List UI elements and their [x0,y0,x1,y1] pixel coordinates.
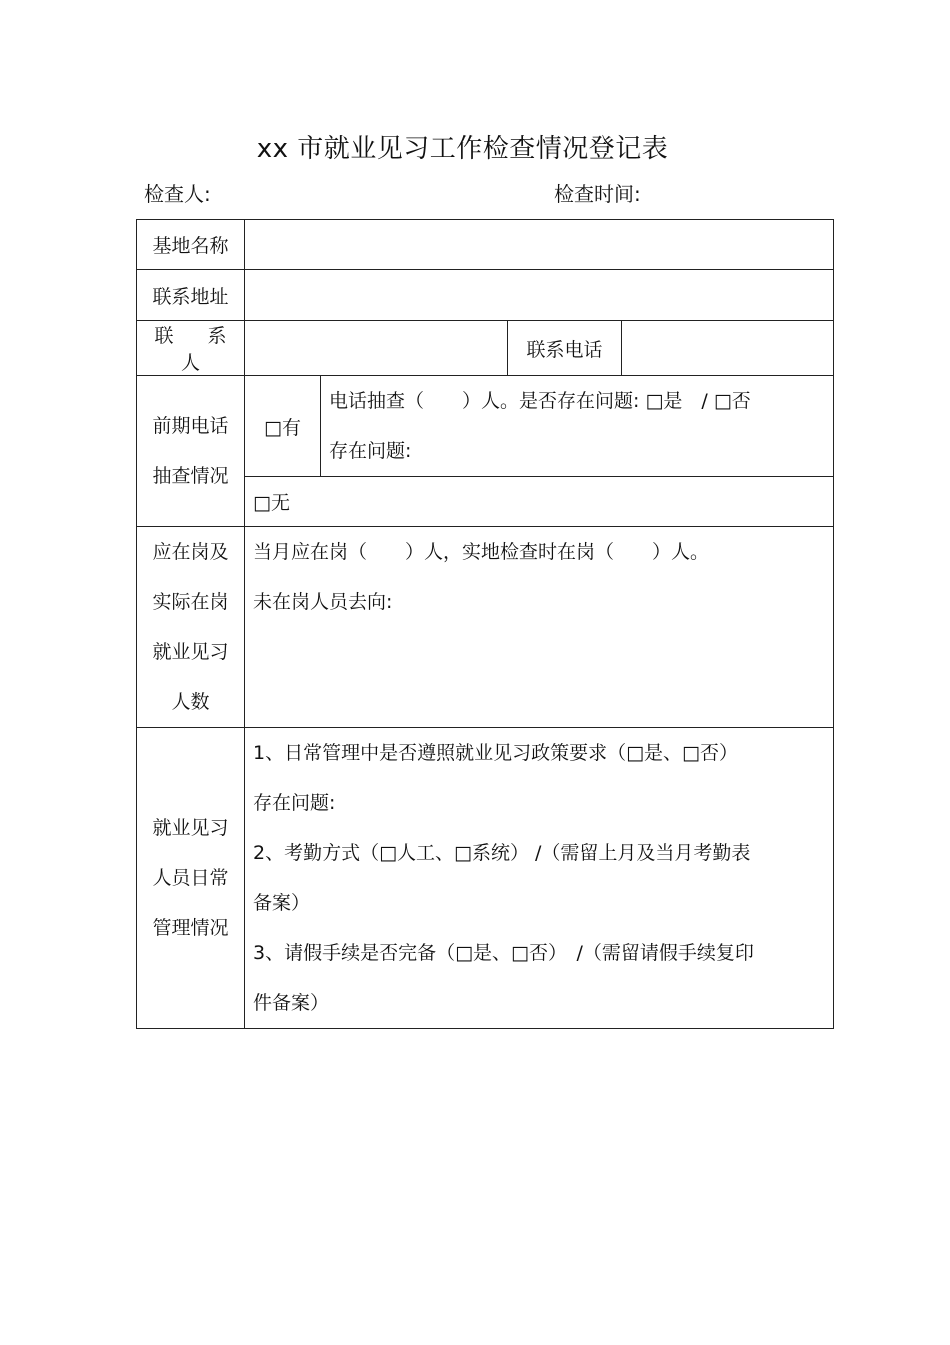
on-duty-label-line: 就业见习 [152,641,229,663]
form-title: xx 市就业见习工作检查情况登记表 [256,134,669,164]
on-duty-label-line: 实际在岗 [152,591,229,613]
daily-label-line: 人员日常 [152,867,229,889]
phone-check-yes-details [321,376,834,477]
row-phone-check-yes [137,376,834,477]
base-name-field[interactable] [245,220,834,270]
phone-field[interactable] [622,321,834,376]
contact-label: 联 系 人 [137,321,245,376]
on-duty-line: 未在岗人员去向: [253,591,393,613]
daily-label-line: 管理情况 [152,917,229,939]
on-duty-label [137,527,245,728]
phone-check-label [137,376,245,527]
row-contact [137,321,834,376]
phone-check-label-line: 前期电话 [152,415,229,437]
daily-line: 2、考勤方式（□人工、□系统） /（需留上月及当月考勤表 [253,842,751,864]
phone-label: 联系电话 [508,321,622,376]
daily-line: 件备案） [253,992,330,1014]
contact-field[interactable] [245,321,508,376]
daily-line: 存在问题: [253,792,336,814]
inspection-form-table [136,219,834,1029]
daily-line: 备案） [253,892,311,914]
row-base-name [137,220,834,270]
daily-label-line: 就业见习 [152,817,229,839]
row-address [137,270,834,321]
daily-line: 1、日常管理中是否遵照就业见习政策要求（□是、□否） [253,742,738,764]
phone-check-label-line: 抽查情况 [152,465,229,487]
on-duty-label-line: 应在岗及 [152,541,229,563]
inspector-label: 检查人: [144,182,211,206]
daily-management-details [245,728,834,1029]
address-field[interactable] [245,270,834,321]
phone-check-line: 存在问题: [329,440,412,462]
daily-management-label [137,728,245,1029]
phone-check-line: 电话抽查（ ）人。是否存在问题: □是 / □否 [329,390,751,412]
address-label: 联系地址 [137,270,245,321]
base-name-label: 基地名称 [137,220,245,270]
phone-check-no-option[interactable]: □无 [245,477,834,527]
row-on-duty [137,527,834,728]
on-duty-details [245,527,834,728]
on-duty-label-line: 人数 [171,691,210,713]
inspection-time-label: 检查时间: [554,182,641,206]
row-daily-management [137,728,834,1029]
on-duty-line: 当月应在岗（ ）人，实地检查时在岗（ ）人。 [253,541,710,563]
phone-check-yes-option[interactable]: □有 [245,376,321,477]
daily-line: 3、请假手续是否完备（□是、□否） /（需留请假手续复印 [253,942,754,964]
